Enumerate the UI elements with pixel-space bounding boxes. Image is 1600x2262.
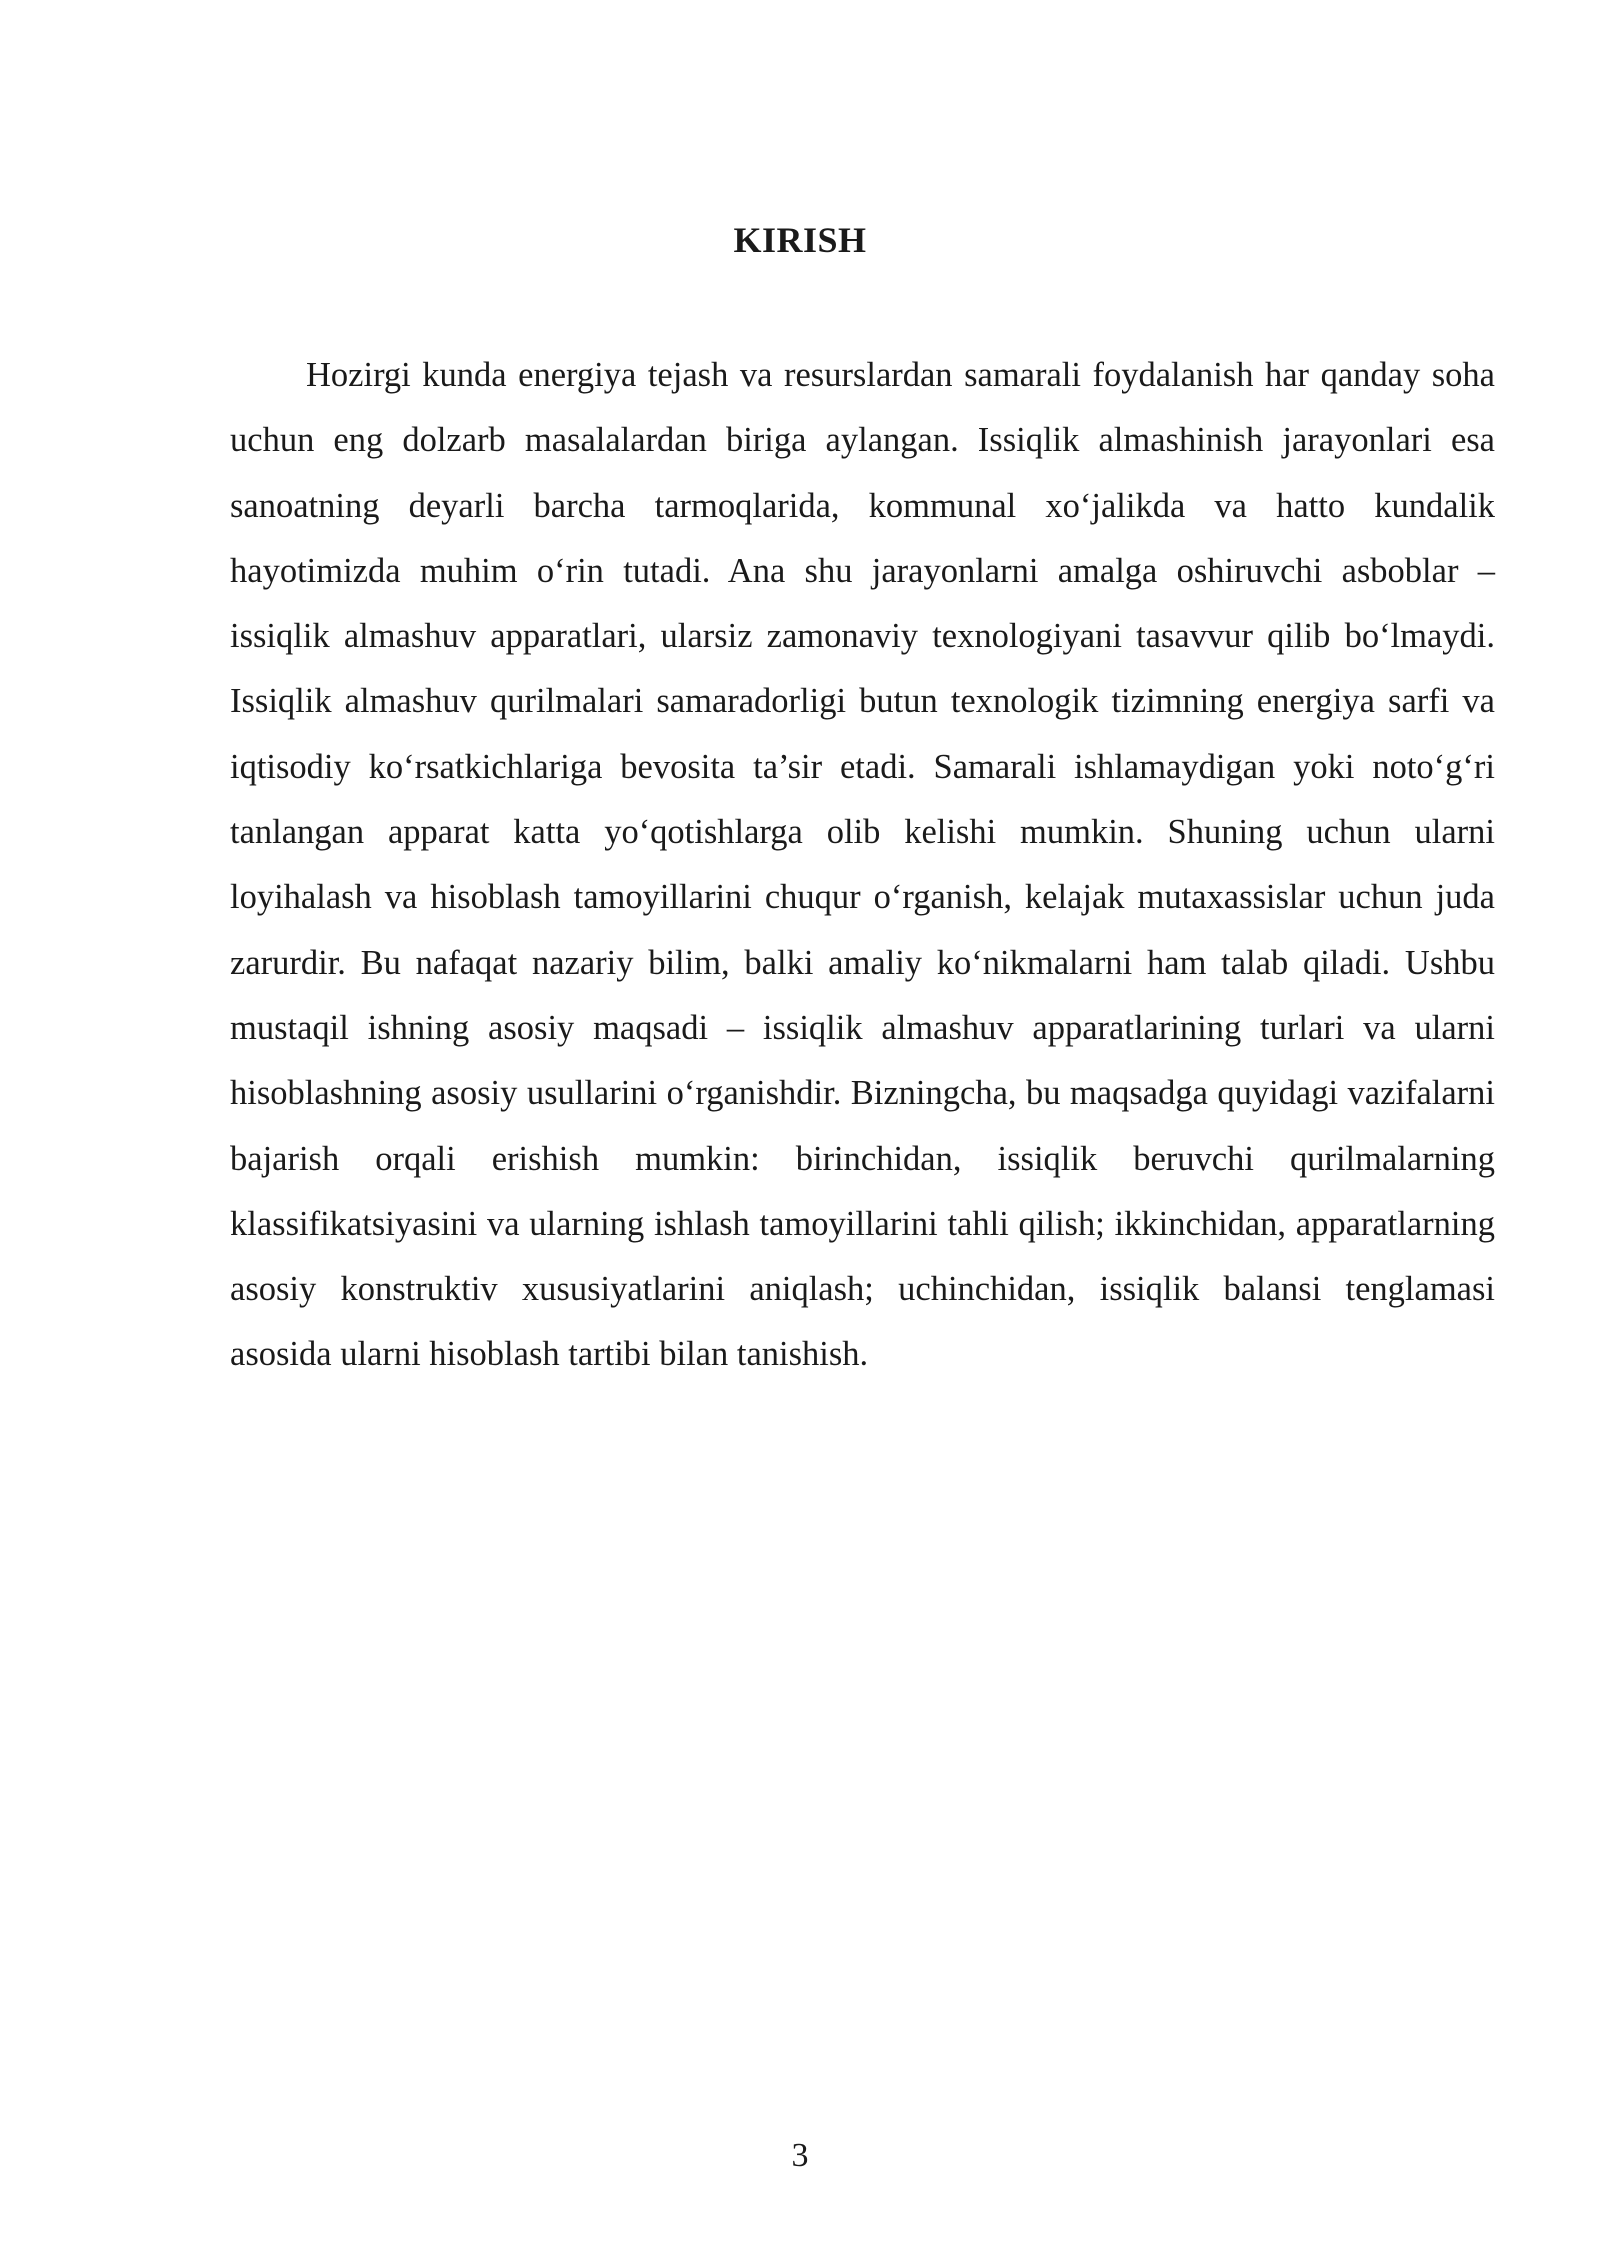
page-number: 3	[791, 2137, 809, 2174]
section-heading: KIRISH	[733, 220, 867, 260]
body-paragraph: Hozirgi kunda energiya tejash va resurslardan samarali foydalanish har qanday soha uchun eng dolzarb masalalardan biriga aylangan. Issiqlik almashinish jarayonlari esa sanoatning deyarli barcha tarmoqlarida, kommunal xo‘jalikda va hatto kundalik hayotimizda muhim o‘rin tutadi. Ana shu jarayonlarni amalga oshiruvchi asboblar – issiqlik almashuv apparatlari, ularsiz zamonaviy texnologiyani tasavvur qilib bo‘lmaydi. Issiqlik almashuv qurilmalari samaradorligi butun texnologik tizimning energiya sarfi va iqtisodiy ko‘rsatkichlariga bevosita ta’sir etadi. Samarali ishlamaydigan yoki noto‘g‘ri tanlangan apparat katta yo‘qotishlarga olib kelishi mumkin. Shuning uchun ularni loyihalash va hisoblash tamoyillarini chuqur o‘rganish, kelajak mutaxassislar uchun juda zarurdir. Bu nafaqat nazariy bilim, balki amaliy ko‘nikmalarni ham talab qiladi. Ushbu mustaqil ishning asosiy maqsadi – issiqlik almashuv apparatlarining turlari va ularni hisoblashning asosiy usullarini o‘rganishdir. Bizningcha, bu maqsadga quyidagi vazifalarni bajarish orqali erishish mumkin: birinchidan, issiqlik beruvchi qurilmalarning klassifikatsiyasini va ularning ishlash tamoyillarini tahli qilish; ikkinchidan, apparatlarning asosiy konstruktiv xususiyatlarini aniqlash; uchinchidan, issiqlik balansi tenglamasi asosida ularni hisoblash tartibi bilan tanishish.	[230, 356, 1495, 1374]
